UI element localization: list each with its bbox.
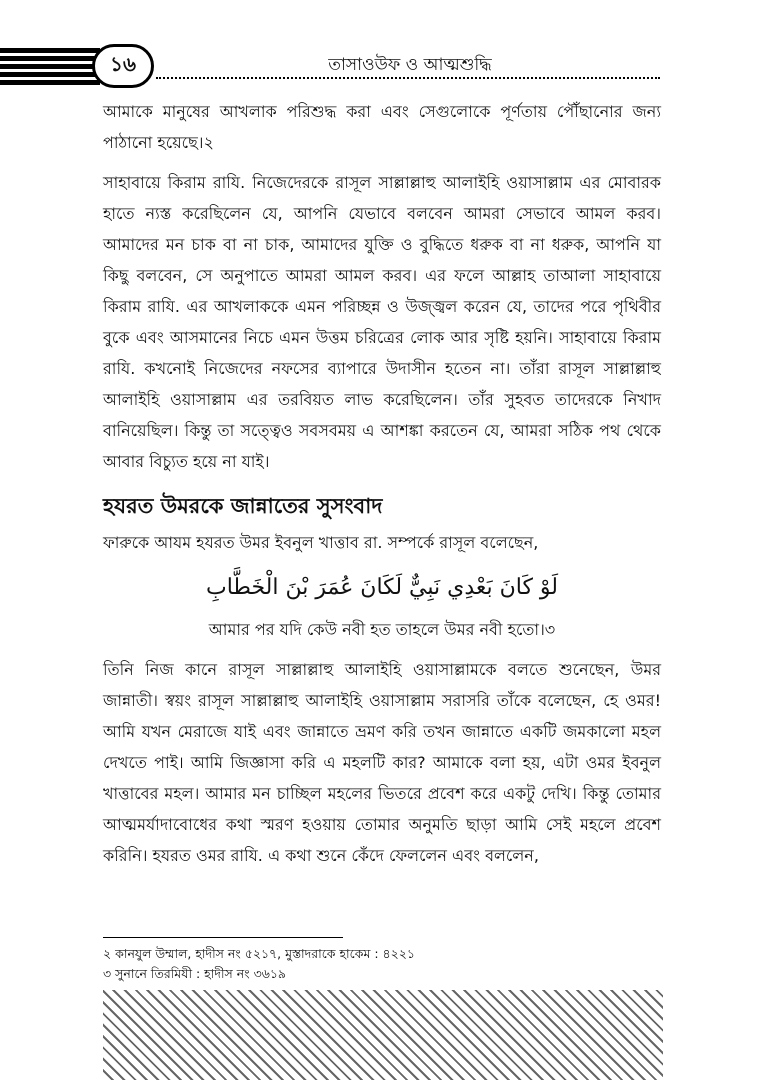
- page-content: [103, 96, 661, 880]
- footnote-2: ২ কানযুল উম্মাল, হাদীস নং ৫২১৭, মুস্তাদরাকে হাকেম : ৪২২১: [103, 946, 416, 961]
- paragraph-3: ফারুকে আযম হযরত উমর ইবনুল খাত্তাব রা. সম্পর্কে রাসূল বলেছেন,: [103, 533, 539, 552]
- footnote-3: ৩ সুনানে তিরমিযী : হাদীস নং ৩৬১৯: [103, 966, 287, 981]
- paragraph-1: আমাকে মানুষের আখলাক পরিশুদ্ধ করা এবং সেগুলোকে পূর্ণতায় পৌঁছানোর জন্য পাঠানো হয়েছে।২: [103, 102, 661, 152]
- page-number: ১৬: [92, 44, 154, 88]
- running-title: তাসাওউফ ও আত্মশুদ্ধি: [328, 55, 492, 75]
- footnotes: [103, 944, 661, 984]
- arabic-hadith: لَوْ كَانَ بَعْدِي نَبِيٌّ لَكَانَ عُمَرَ بْنَ الْخَطَّابِ: [206, 575, 558, 600]
- footer-stripe-decoration: [103, 990, 663, 1080]
- header-decoration-bars: [0, 48, 100, 86]
- section-heading: হযরত উমরকে জান্নাতের সুসংবাদ: [103, 494, 383, 518]
- footnote-divider: [103, 937, 343, 938]
- hadith-translation: আমার পর যদি কেউ নবী হত তাহলে উমর নবী হতো।৩: [208, 620, 556, 639]
- paragraph-4: তিনি নিজ কানে রাসূল সাল্লাল্লাহু আলাইহি ওয়াসাল্লামকে বলতে শুনেছেন, উমর জান্নাতী। স্বয়ং রাসূল সাল্লাল্লাহু আলাইহি ওয়াসাল্লাম সরাসরি তাঁকে বলেছেন, হে ওমর! আমি যখন মেরাজে যাই এবং জান্নাতে ভ্রমণ করি তখন জান্নাতে একটি জমকালো মহল দেখতে পাই। আমি জিজ্ঞাসা করি এ মহলটি কার? আমাকে বলা হয়, এটা ওমর ইবনুল খাত্তাবের মহল। আমার মন চাচ্ছিল মহলের ভিতরে প্রবেশ করে একটু দেখি। কিন্তু তোমার আত্মমর্যাদাবোধের কথা স্মরণ হওয়ায় তোমার অনুমতি ছাড়া আমি সেই মহলে প্রবেশ করিনি। হযরত ওমর রাযি. এ কথা শুনে কেঁদে ফেললেন এবং বললেন,: [103, 660, 661, 865]
- header-dotted-rule: [156, 77, 660, 79]
- paragraph-2: সাহাবায়ে কিরাম রাযি. নিজেদেরকে রাসূল সাল্লাল্লাহু আলাইহি ওয়াসাল্লাম এর মোবারক হাতে ন্যস্ত করেছিলেন যে, আপনি যেভাবে বলবেন আমরা সেভাবে আমল করব। আমাদের মন চাক বা না চাক, আমাদের যুক্তি ও বুদ্ধিতে ধরুক বা না ধরুক, আপনি যা কিছু বলবেন, সে অনুপাতে আমরা আমল করব। এর ফলে আল্লাহ তাআলা সাহাবায়ে কিরাম রাযি. এর আখলাককে এমন পরিচ্ছন্ন ও উজ্জ্বল করেন যে, তাদের পরে পৃথিবীর বুকে এবং আসমানের নিচে এমন উত্তম চরিত্রের লোক আর সৃষ্টি হয়নি। সাহাবায়ে কিরাম রাযি. কখনোই নিজেদের নফসের ব্যাপারে উদাসীন হতেন না। তাঁরা রাসূল সাল্লাল্লাহু আলাইহি ওয়াসাল্লাম এর তরবিয়ত লাভ করেছিলেন। তাঁর সুহবত তাদেরকে নিখাদ বানিয়েছিল। কিন্তু তা সত্ত্বেও সবসবময় এ আশঙ্কা করতেন যে, আমরা সঠিক পথ থেকে আবার বিচ্যুত হয়ে না যাই।: [103, 173, 661, 471]
